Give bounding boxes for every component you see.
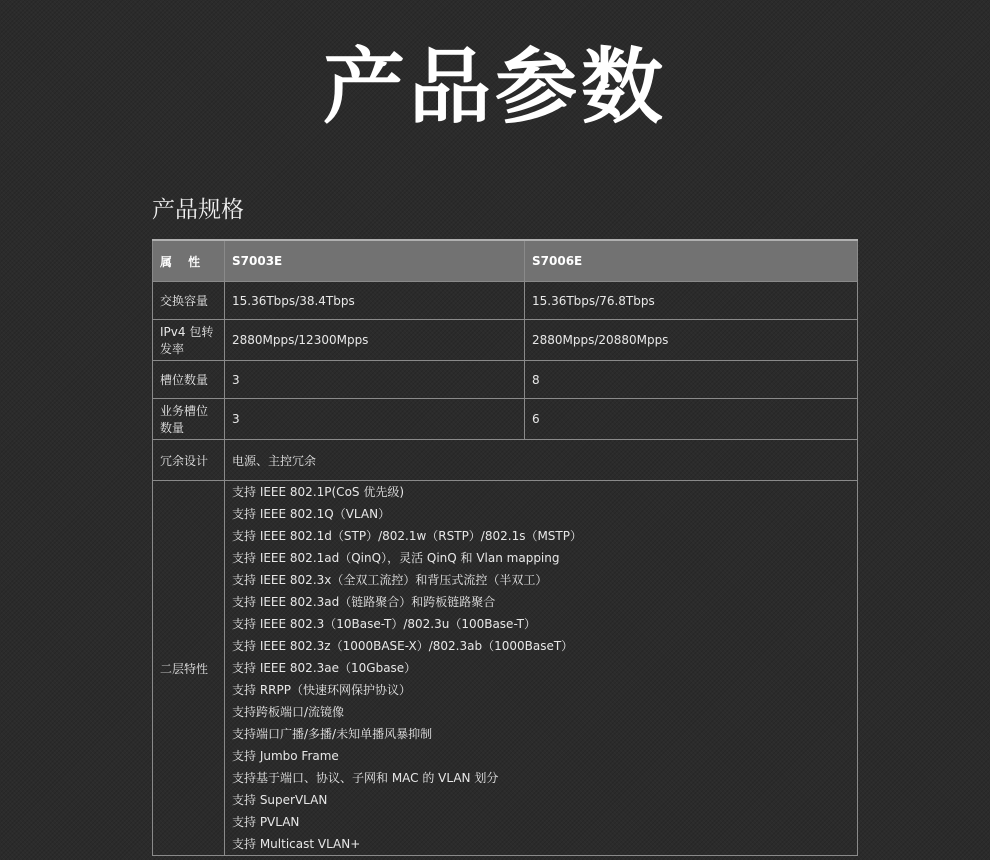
- feature-item: 支持端口广播/多播/未知单播风暴抑制: [232, 727, 433, 741]
- table-row: [153, 320, 858, 361]
- feature-item: 支持 SuperVLAN: [232, 793, 328, 807]
- layer2-feature-list: [225, 481, 858, 856]
- feature-item: 支持 IEEE 802.3ae（10Gbase）: [232, 661, 417, 675]
- row-value-s7006e: 8: [525, 361, 858, 399]
- header-s7006e: S7006E: [525, 240, 858, 282]
- feature-item: 支持 IEEE 802.3ad（链路聚合）和跨板链路聚合: [232, 595, 496, 609]
- feature-item: 支持 IEEE 802.1P(CoS 优先级): [232, 485, 405, 499]
- row-value-s7003e: 3: [225, 399, 525, 440]
- row-value-s7003e: 2880Mpps/12300Mpps: [225, 320, 525, 361]
- row-attribute: 二层特性: [153, 481, 225, 856]
- table-row: [153, 399, 858, 440]
- page-title: 产品参数: [322, 40, 667, 135]
- spec-table: [152, 239, 858, 856]
- header-attribute: 属 性: [153, 240, 225, 282]
- table-row-layer2: [153, 481, 858, 856]
- feature-item: 支持 IEEE 802.1ad（QinQ），灵活 QinQ 和 Vlan mapping: [232, 551, 560, 565]
- feature-item: 支持跨板端口/流镜像: [232, 705, 345, 719]
- row-attribute: 业务槽位数量: [153, 399, 225, 440]
- row-attribute: 冗余设计: [153, 440, 225, 481]
- table-row-redundancy: [153, 440, 858, 481]
- row-attribute: IPv4 包转发率: [153, 320, 225, 361]
- header-s7003e: S7003E: [225, 240, 525, 282]
- row-value-s7006e: 6: [525, 399, 858, 440]
- row-value-redundancy: 电源、主控冗余: [225, 440, 858, 481]
- row-value-s7006e: 2880Mpps/20880Mpps: [525, 320, 858, 361]
- table-header-row: [153, 240, 858, 282]
- feature-item: 支持 IEEE 802.3x（全双工流控）和背压式流控（半双工）: [232, 573, 548, 587]
- feature-item: 支持 IEEE 802.1d（STP）/802.1w（RSTP）/802.1s（MSTP）: [232, 529, 582, 543]
- feature-item: 支持 PVLAN: [232, 815, 300, 829]
- feature-item: 支持 IEEE 802.3z（1000BASE-X）/802.3ab（1000BaseT）: [232, 639, 574, 653]
- feature-item: 支持基于端口、协议、子网和 MAC 的 VLAN 划分: [232, 771, 499, 785]
- row-value-s7006e: 15.36Tbps/76.8Tbps: [525, 282, 858, 320]
- feature-item: 支持 IEEE 802.3（10Base-T）/802.3u（100Base-T）: [232, 617, 537, 631]
- row-attribute: 槽位数量: [153, 361, 225, 399]
- feature-item: 支持 Jumbo Frame: [232, 749, 339, 763]
- table-row: [153, 361, 858, 399]
- row-value-s7003e: 15.36Tbps/38.4Tbps: [225, 282, 525, 320]
- feature-item: 支持 IEEE 802.1Q（VLAN）: [232, 507, 391, 521]
- row-value-s7003e: 3: [225, 361, 525, 399]
- row-attribute: 交换容量: [153, 282, 225, 320]
- feature-item: 支持 Multicast VLAN+: [232, 837, 361, 851]
- section-title: 产品规格: [152, 197, 244, 223]
- feature-item: 支持 RRPP（快速环网保护协议）: [232, 683, 411, 697]
- table-row: [153, 282, 858, 320]
